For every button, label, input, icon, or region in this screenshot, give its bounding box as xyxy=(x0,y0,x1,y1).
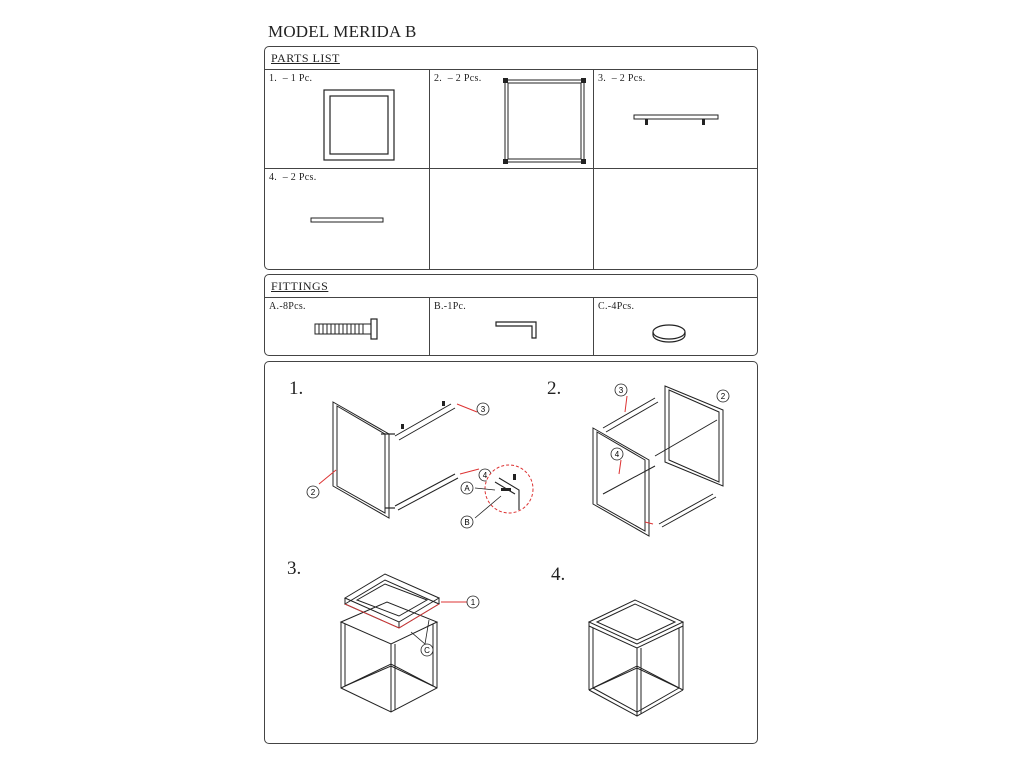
step-1-diagram xyxy=(305,382,545,542)
assembly-panel xyxy=(264,361,758,744)
part-4-cell xyxy=(265,169,429,267)
parts-list-header xyxy=(265,47,757,70)
parts-list-heading: PARTS LIST xyxy=(271,51,340,65)
allen-key-icon xyxy=(494,318,554,348)
step-4-number: 4. xyxy=(551,564,566,585)
callout-a: A xyxy=(464,484,470,493)
part-3-label: 3. – 2 Pcs. xyxy=(598,73,646,84)
part-2-cell xyxy=(430,70,593,168)
fittings-header xyxy=(265,275,757,298)
empty-cell xyxy=(594,169,757,267)
parts-list-panel xyxy=(264,46,758,270)
callout-2: 2 xyxy=(310,488,316,497)
part-2-side-frame-drawing xyxy=(503,78,593,168)
bolt-icon xyxy=(313,315,393,345)
step-3-diagram xyxy=(329,572,529,732)
callout-b: B xyxy=(464,518,470,527)
part-1-top-frame-drawing xyxy=(321,87,401,167)
fitting-b-cell xyxy=(430,298,593,355)
part-4-label: 4. – 2 Pcs. xyxy=(269,172,317,183)
callout-2: 2 xyxy=(720,392,726,401)
callout-c: C xyxy=(424,646,430,655)
fittings-heading: FITTINGS xyxy=(271,279,329,293)
glide-pad-icon xyxy=(649,318,699,348)
step-4-diagram xyxy=(581,588,781,748)
callout-3: 3 xyxy=(480,405,486,414)
fitting-a-label: A.-8Pcs. xyxy=(269,301,306,312)
callout-3: 3 xyxy=(618,386,624,395)
step-2-number: 2. xyxy=(547,378,562,399)
fitting-a-cell xyxy=(265,298,429,355)
part-3-cell xyxy=(594,70,757,168)
callout-4: 4 xyxy=(614,450,620,459)
part-1-label: 1. – 1 Pc. xyxy=(269,73,313,84)
part-1-cell xyxy=(265,70,429,168)
part-3-rail-drawing xyxy=(632,111,722,131)
part-2-label: 2. – 2 Pcs. xyxy=(434,73,482,84)
step-2-diagram xyxy=(575,376,775,536)
fitting-b-label: B.-1Pc. xyxy=(434,301,467,312)
fitting-c-label: C.-4Pcs. xyxy=(598,301,635,312)
part-4-bar-drawing xyxy=(309,216,389,226)
empty-cell xyxy=(430,169,593,267)
document-title: MODEL MERIDA B xyxy=(268,22,417,41)
callout-4: 4 xyxy=(482,471,488,480)
step-1-number: 1. xyxy=(289,378,304,399)
step-3-number: 3. xyxy=(287,558,302,579)
fittings-panel xyxy=(264,274,758,356)
fitting-c-cell xyxy=(594,298,757,355)
callout-1: 1 xyxy=(470,598,476,607)
